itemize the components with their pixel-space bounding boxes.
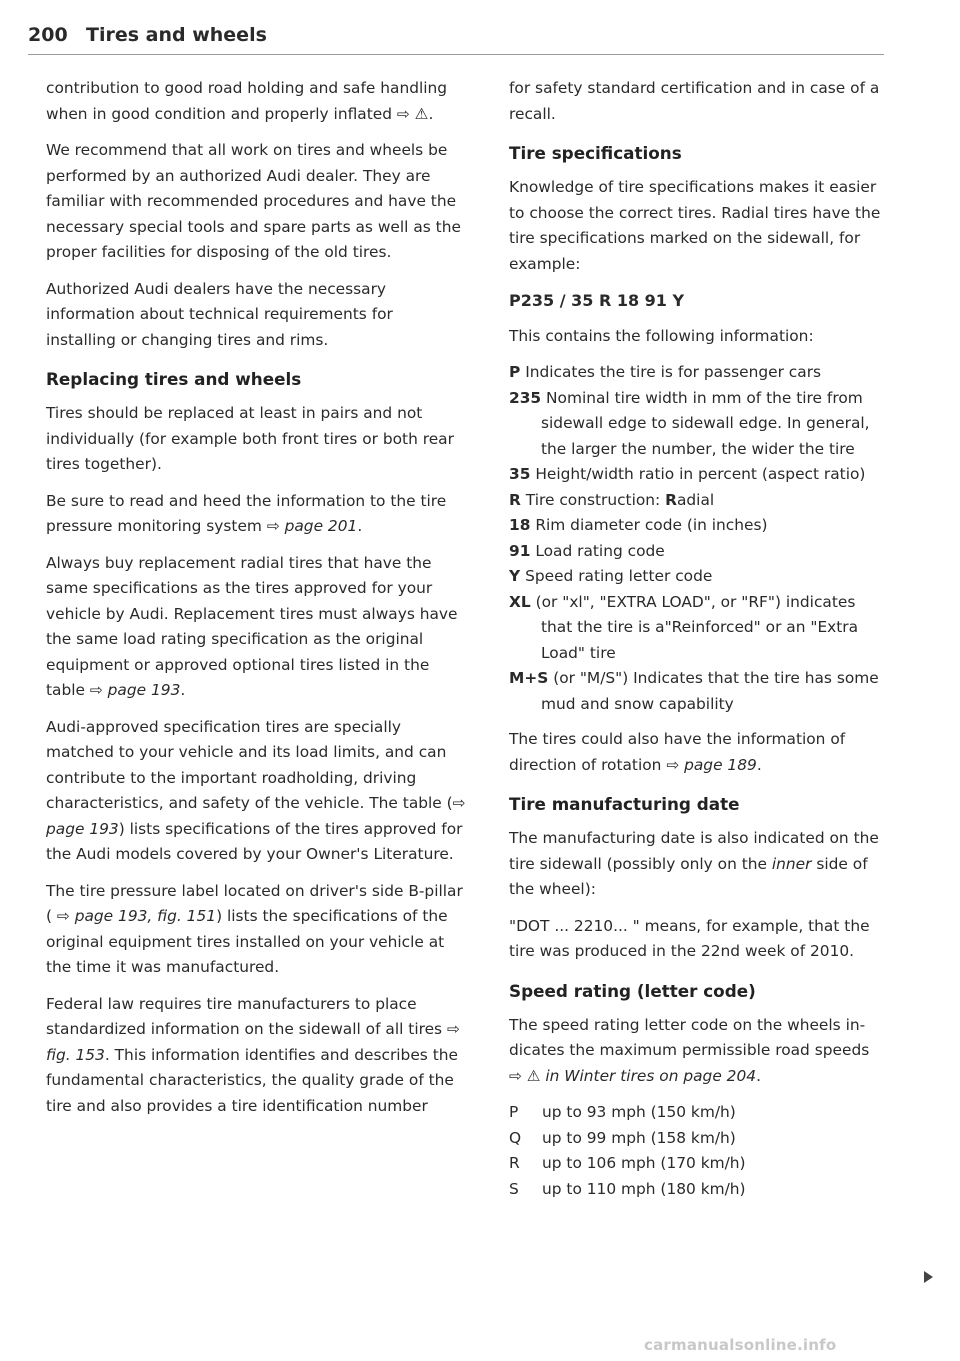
heading-tire-specifications: Tire specifications [509,143,682,163]
list-item: 18 Rim diameter code (in inches) [509,516,768,534]
spec-definition-list [509,360,887,717]
watermark: carmanualsonline.info [644,1336,837,1354]
figure-reference-link[interactable]: ⇨ fig. 153 [46,1020,460,1064]
list-item: XL (or "xl", "EXTRA LOAD", or "RF") indicates that the tire is a"Reinforced" or an "Extra Load" tire [509,592,859,662]
paragraph: Audi-approved specification tires are specially matched to your vehicle and its load limits, and can contribute to the important roadholding, driving characteristics, and safety of the vehicle. The table (⇨ page 193) lists specifications of the tires approved for the Audi models covered by your Owner's Literature. [46,717,466,863]
right-column [509,76,887,1202]
left-column [46,76,466,1130]
list-item: 35 Height/width ratio in percent (aspect ratio) [509,465,866,483]
list-item: S up to 110 mph (180 km/h) [509,1179,746,1198]
paragraph: "DOT ... 2210... " means, for example, that the tire was produced in the 22nd week of 2010. [509,916,870,960]
list-item: P up to 93 mph (150 km/h) [509,1103,736,1121]
paragraph: The manufacturing date is also indicated on the tire sidewall (possibly only on the inner side of the wheel): [509,829,879,898]
heading-manufacturing-date: Tire manufacturing date [509,794,740,814]
list-item: P Indicates the tire is for passenger cars [509,363,822,381]
list-item: M+S (or "M/S") Indicates that the tire has some mud and snow capability [509,669,879,713]
page-reference-link[interactable]: ⇨ page 193 [89,681,181,699]
paragraph: Always buy replacement radial tires that have the same specifications as the tires approved for your vehicle by Audi. Replacement tires must always have the same load rating specification as the original equipment or approved optional tires listed in the table ⇨ page 193. [46,553,458,699]
section-title: Tires and wheels [86,24,267,46]
paragraph: We recommend that all work on tires and wheels be performed by an authorized Audi dealer. They are familiar with recommended procedures and have the necessary special tools and spare parts as well as the proper facilities for disposing of the old tires. [46,141,461,261]
paragraph: Authorized Audi dealers have the necessary information about technical requirements for installing or changing tires and rims. [46,279,393,349]
heading-speed-rating: Speed rating (letter code) [509,980,756,1001]
continue-arrow-icon [924,1271,933,1283]
page-header [28,20,884,55]
speed-rating-list [509,1100,887,1202]
paragraph: Tires should be replaced at least in pairs and not individually (for example both front tires or both rear tires together). [46,404,454,473]
paragraph: Knowledge of tire specifications makes it easier to choose the correct tires. Radial tires have the tire specifications marked on the sidewall, for example: [509,178,881,273]
heading-replacing-tires: Replacing tires and wheels [46,369,302,389]
paragraph: Be sure to read and heed the information to the tire pressure monitoring system ⇨ page 201. [46,491,447,535]
page-reference-link[interactable]: ⇨ page 193 [46,794,466,838]
tire-spec-example: P235 / 35 R 18 91 Y [509,291,685,310]
paragraph: contribution to good road holding and safe handling when in good condition and properly inflated ⇨ ⚠. [46,79,448,123]
page-reference-link[interactable]: ⇨ page 189 [666,755,757,774]
page-reference-link[interactable]: ⇨ page 193, fig. 151 [56,907,217,925]
list-item: Q up to 99 mph (158 km/h) [509,1128,736,1147]
paragraph: This contains the following information: [509,326,814,345]
list-item: 91 Load rating code [509,541,665,560]
list-item: R up to 106 mph (170 km/h) [509,1154,746,1172]
list-item: Y Speed rating letter code [509,567,713,585]
page-reference-link[interactable]: ⇨ page 201 [266,517,358,535]
paragraph: for safety standard certification and in case of a recall. [509,79,880,123]
page-reference-link[interactable]: ⇨ ⚠ in Winter tires on page 204 [509,1066,757,1085]
page-number: 200 [28,24,68,46]
paragraph: The tire pressure label located on driver's side B-pillar ( ⇨ page 193, fig. 151) lists the specifications of the original equipment tires installed on your vehicle at the time it was manufactured. [46,881,463,976]
paragraph: The speed rating letter code on the wheels indicates the maximum permissible road speeds ⇨ ⚠ in Winter tires on page 204. [509,1015,870,1085]
list-item: 235 Nominal tire width in mm of the tire from sidewall edge to sidewall edge. In general, the larger the number, the wider the tire [509,388,870,458]
paragraph: The tires could also have the information of direction of rotation ⇨ page 189. [509,730,846,774]
list-item: R Tire construction: Radial [509,490,715,509]
paragraph: Federal law requires tire manufacturers to place standardized information on the sidewall of all tires ⇨ fig. 153. This information identifies and describes the fundamental characteristics, the quality grade of the tire and also provides a tire identification number [46,994,460,1115]
